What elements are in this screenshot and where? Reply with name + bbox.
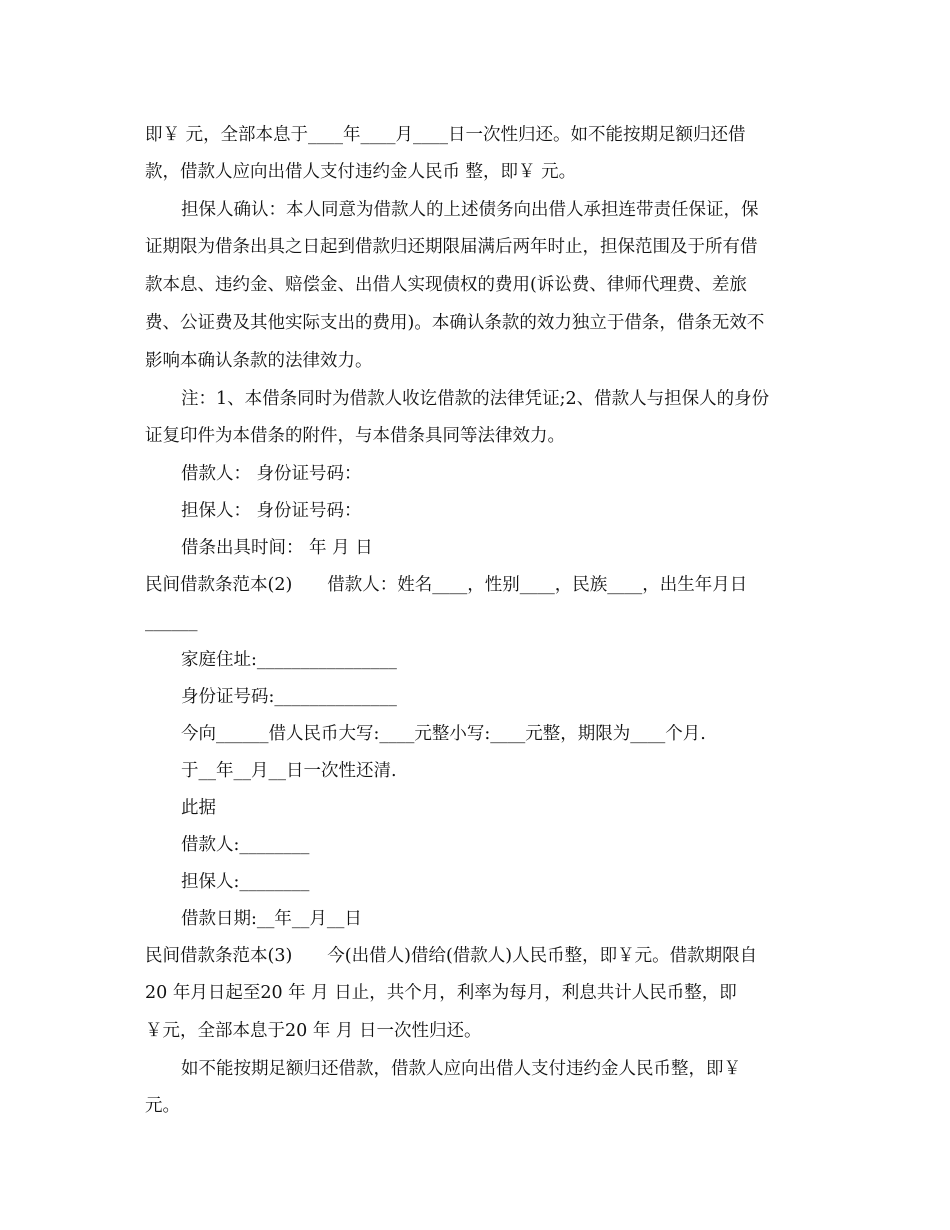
text-line: 于__年__月__日一次性还清. [181,761,397,781]
text-line: 即￥ 元，全部本息于____年____月____日一次性归还。如不能按期足额归还借 [145,125,746,145]
text-line: 元。 [145,1096,180,1116]
document-body [145,112,810,1131]
text-line: 担保人:________ [181,872,310,892]
text-line: 担保人确认：本人同意为借款人的上述债务向出借人承担连带责任保证，保 [181,200,759,220]
text-line: 担保人： 身份证号码： [181,501,362,521]
text-line: 民间借款条范本(2) 借款人：姓名____，性别____，民族____，出生年月日 [145,575,748,595]
text-line: 民间借款条范本(3) 今(出借人)借给(借款人)人民币整，即￥元。借款期限自 [145,946,758,966]
text-line: 此据 [181,798,216,818]
text-line: 注：1、本借条同时为借款人收讫借款的法律凭证;2、借款人与担保人的身份 [181,389,770,409]
text-line: 借款日期:__年__月__日 [181,909,362,929]
text-line: 费、公证费及其他实际支出的费用)。本确认条款的效力独立于借条，借条无效不 [145,313,765,333]
text-line: ￥元，全部本息于20 年 月 日一次性归还。 [145,1021,482,1041]
text-line: 如不能按期足额归还借款，借款人应向出借人支付违约金人民币整，即￥ [181,1059,741,1079]
text-line: 款，借款人应向出借人支付违约金人民币 整，即￥ 元。 [145,162,577,182]
text-line: 款本息、违约金、赔偿金、出借人实现债权的费用(诉讼费、律师代理费、差旅 [145,275,747,295]
text-line: 证复印件为本借条的附件，与本借条具同等法律效力。 [145,426,565,446]
text-line: 影响本确认条款的法律效力。 [145,351,373,371]
text-line: 借款人:________ [181,835,310,855]
text-line: 身份证号码:______________ [181,687,397,707]
text-line: 今向______借人民币大写:____元整小写:____元整，期限为____个月. [181,724,706,744]
text-line: 证期限为借条出具之日起到借款归还期限届满后两年时止，担保范围及于所有借 [145,237,758,257]
text-line: ______ [145,612,198,632]
text-line: 家庭住址:________________ [181,650,397,670]
text-line: 20 年月日起至20 年 月 日止，共个月，利率为每月，利息共计人民币整，即 [145,983,737,1003]
text-line: 借款人： 身份证号码： [181,464,362,484]
text-line: 借条出具时间： 年 月 日 [181,538,373,558]
